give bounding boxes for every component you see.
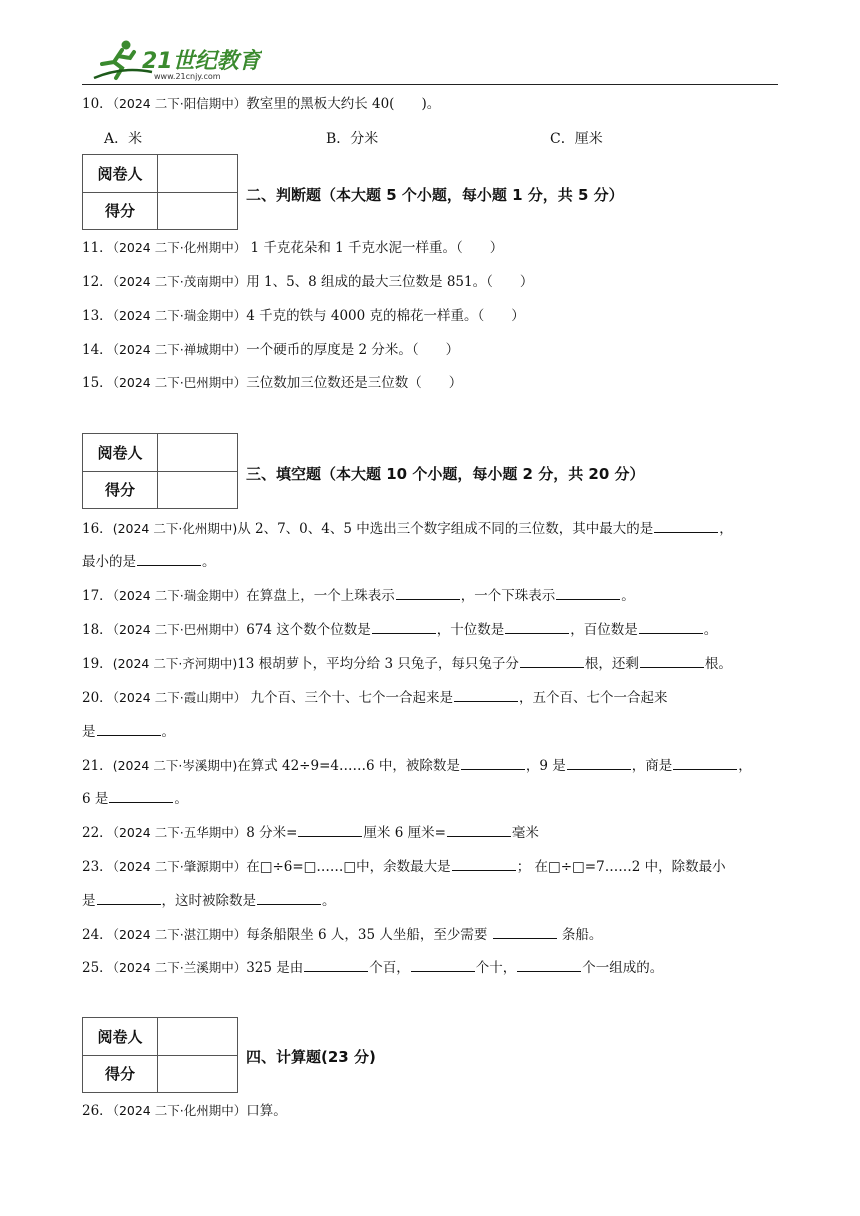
question-text: 。 [621, 588, 635, 604]
question-text: 教室里的黑板大约长 40( )。 [246, 96, 441, 112]
answer-blank[interactable] [452, 857, 516, 871]
grader-box-section-3 [82, 433, 238, 509]
answer-blank[interactable] [298, 823, 362, 837]
question-21 [82, 756, 752, 775]
question-text: 口算。 [246, 1103, 287, 1119]
question-text: 从 2、7、0、4、5 中选出三个数字组成不同的三位数，其中最大的是 [237, 521, 654, 537]
question-number: 10． [82, 96, 113, 112]
question-text: 每条船限坐 6 人，35 人坐船，至少需要 [246, 927, 492, 943]
question-text: 个一组成的。 [582, 960, 664, 976]
question-text: 厘米 6 厘米= [363, 825, 446, 841]
reviewer-label: 阅卷人 [83, 1018, 158, 1056]
question-number: 15． [82, 375, 113, 391]
question-text: 。 [202, 554, 216, 570]
question-number: 23． [82, 859, 113, 875]
answer-blank[interactable] [654, 519, 718, 533]
question-text: ，五个百、七个一合起来 [519, 690, 668, 706]
question-26 [82, 1102, 287, 1120]
question-text: ，十位数是 [436, 622, 505, 638]
question-source: （2024 二下·茂南期中） [112, 274, 247, 289]
answer-blank[interactable] [257, 891, 321, 905]
answer-blank[interactable] [505, 620, 569, 634]
section-4-title: 四、计算题(23 分) [246, 1048, 376, 1066]
question-text: ，一个下珠表示 [460, 588, 556, 604]
answer-blank[interactable] [520, 654, 584, 668]
question-source: （2024 二下·肇源期中） [112, 859, 247, 874]
question-text: 个十， [475, 960, 517, 976]
question-text: 个百， [369, 960, 410, 976]
question-number: 11． [82, 240, 113, 256]
question-number: 18． [82, 622, 113, 638]
question-number: 21． [82, 758, 113, 774]
question-20-line-2 [82, 722, 175, 741]
question-text: ， [738, 758, 752, 774]
option-b[interactable]: B．分米 [326, 131, 379, 147]
reviewer-label: 阅卷人 [83, 434, 158, 472]
question-text: 。 [161, 724, 175, 740]
question-number: 25． [82, 960, 113, 976]
grader-box-section-4 [82, 1017, 238, 1093]
question-22 [82, 823, 539, 842]
question-text: 674 这个数个位数是 [246, 622, 371, 638]
question-text: 毫米 [511, 825, 539, 841]
reviewer-cell[interactable] [158, 1018, 238, 1056]
question-16-line-2 [82, 552, 216, 571]
question-source: （2024 二下·阳信期中） [112, 96, 247, 111]
question-text: 一个硬币的厚度是 2 分米。（ ） [246, 342, 460, 358]
answer-blank[interactable] [461, 756, 525, 770]
question-20 [82, 688, 668, 707]
question-source: （2024 二下·禅城期中） [112, 342, 247, 357]
question-number: 24． [82, 927, 113, 943]
answer-blank[interactable] [447, 823, 511, 837]
question-text: 根，还剩 [584, 656, 639, 672]
question-text: 是 [82, 893, 96, 909]
question-text: ， [719, 521, 733, 537]
question-text: ，这时被除数是 [161, 893, 256, 909]
question-source: （2024 二下·湛江期中） [112, 927, 247, 942]
question-text: 根。 [704, 656, 732, 672]
question-number: 19． [82, 656, 113, 672]
question-text: 最小的是 [82, 554, 136, 570]
question-text: 在算盘上，一个上珠表示 [246, 588, 395, 604]
reviewer-cell[interactable] [158, 434, 238, 472]
answer-blank[interactable] [109, 789, 173, 803]
answer-blank[interactable] [137, 552, 201, 566]
question-11 [82, 239, 503, 257]
question-19 [82, 654, 732, 673]
answer-blank[interactable] [639, 620, 703, 634]
section-2-title: 二、判断题（本大题 5 个小题，每小题 1 分，共 5 分） [246, 186, 624, 204]
answer-blank[interactable] [411, 958, 475, 972]
answer-blank[interactable] [640, 654, 704, 668]
question-text: 。 [174, 791, 188, 807]
score-cell[interactable] [158, 1055, 238, 1093]
question-text: ； 在□÷□=7……2 中，除数最小 [516, 859, 726, 875]
question-text: 325 是由 [246, 960, 304, 976]
question-10 [82, 95, 440, 113]
question-source: （2024 二下·霞山期中） [112, 690, 247, 705]
question-18 [82, 620, 717, 639]
answer-blank[interactable] [97, 891, 161, 905]
question-source: (2024 二下·齐河期中) [112, 656, 238, 671]
question-13 [82, 307, 525, 325]
question-23 [82, 857, 726, 876]
question-source: （2024 二下·化州期中） [112, 1103, 247, 1118]
answer-blank[interactable] [396, 586, 460, 600]
question-source: （2024 二下·兰溪期中） [112, 960, 247, 975]
question-source: （2024 二下·瑞金期中） [112, 588, 247, 603]
question-17 [82, 586, 635, 605]
question-text: 。 [322, 893, 336, 909]
answer-blank[interactable] [304, 958, 368, 972]
question-15 [82, 374, 462, 392]
question-source: （2024 二下·巴州期中） [112, 375, 247, 390]
answer-blank[interactable] [556, 586, 620, 600]
question-16 [82, 519, 733, 538]
question-source: （2024 二下·五华期中） [112, 825, 247, 840]
question-source: （2024 二下·巴州期中） [112, 622, 247, 637]
question-text: 条船。 [557, 927, 603, 943]
question-14 [82, 341, 459, 359]
question-text: 九个百、三个十、七个一合起来是 [246, 690, 453, 706]
answer-blank[interactable] [517, 958, 581, 972]
score-cell[interactable] [158, 471, 238, 509]
question-source: (2024 二下·岑溪期中) [112, 758, 238, 773]
reviewer-cell[interactable] [158, 155, 238, 193]
question-text: 。 [703, 622, 718, 638]
answer-blank[interactable] [372, 620, 436, 634]
question-text: 13 根胡萝卜，平均分给 3 只兔子，每只兔子分 [237, 656, 519, 672]
answer-blank[interactable] [493, 925, 557, 939]
answer-blank[interactable] [567, 756, 631, 770]
logo-text: 21世纪教育 [142, 49, 261, 74]
reviewer-label: 阅卷人 [83, 155, 158, 193]
answer-blank[interactable] [97, 722, 161, 736]
question-number: 17． [82, 588, 113, 604]
question-text: ，9 是 [525, 758, 566, 774]
grader-box-section-2 [82, 154, 238, 230]
question-number: 26． [82, 1103, 113, 1119]
option-c[interactable]: C．厘米 [550, 131, 603, 147]
question-text: 6 是 [82, 791, 109, 807]
question-12 [82, 273, 533, 291]
question-text: ，商是 [631, 758, 673, 774]
question-24 [82, 925, 602, 944]
question-number: 14． [82, 342, 113, 358]
question-number: 20． [82, 690, 113, 706]
score-label: 得分 [83, 192, 158, 230]
section-3-title: 三、填空题（本大题 10 个小题，每小题 2 分，共 20 分） [246, 465, 645, 483]
score-label: 得分 [83, 1055, 158, 1093]
question-text: ，百位数是 [570, 622, 638, 638]
question-text: 1 千克花朵和 1 千克水泥一样重。（ ） [246, 240, 504, 256]
question-source: (2024 二下·化州期中) [112, 521, 238, 536]
question-text: 在算式 42÷9=4……6 中，被除数是 [237, 758, 460, 774]
question-number: 13． [82, 308, 113, 324]
question-text: 在□÷6=□……□中，余数最大是 [246, 859, 451, 875]
question-text: 用 1、5、8 组成的最大三位数是 851。（ ） [246, 274, 534, 290]
score-label: 得分 [83, 471, 158, 509]
question-25 [82, 958, 663, 977]
question-text: 三位数加三位数还是三位数（ ） [246, 375, 463, 391]
answer-blank[interactable] [673, 756, 737, 770]
score-cell[interactable] [158, 192, 238, 230]
question-number: 12． [82, 274, 113, 290]
question-23-line-2 [82, 891, 336, 910]
question-source: （2024 二下·瑞金期中） [112, 308, 247, 323]
answer-blank[interactable] [454, 688, 518, 702]
question-21-line-2 [82, 789, 188, 808]
question-text: 是 [82, 724, 96, 740]
site-logo [92, 38, 262, 82]
header-rule [82, 84, 778, 85]
question-number: 22． [82, 825, 113, 841]
question-text: 8 分米= [246, 825, 298, 841]
option-a[interactable]: A．米 [104, 131, 143, 147]
question-source: （2024 二下·化州期中） [112, 240, 247, 255]
question-text: 4 千克的铁与 4000 克的棉花一样重。（ ） [246, 308, 525, 324]
question-number: 16． [82, 521, 113, 537]
logo-url: www.21cnjy.com [154, 72, 221, 81]
